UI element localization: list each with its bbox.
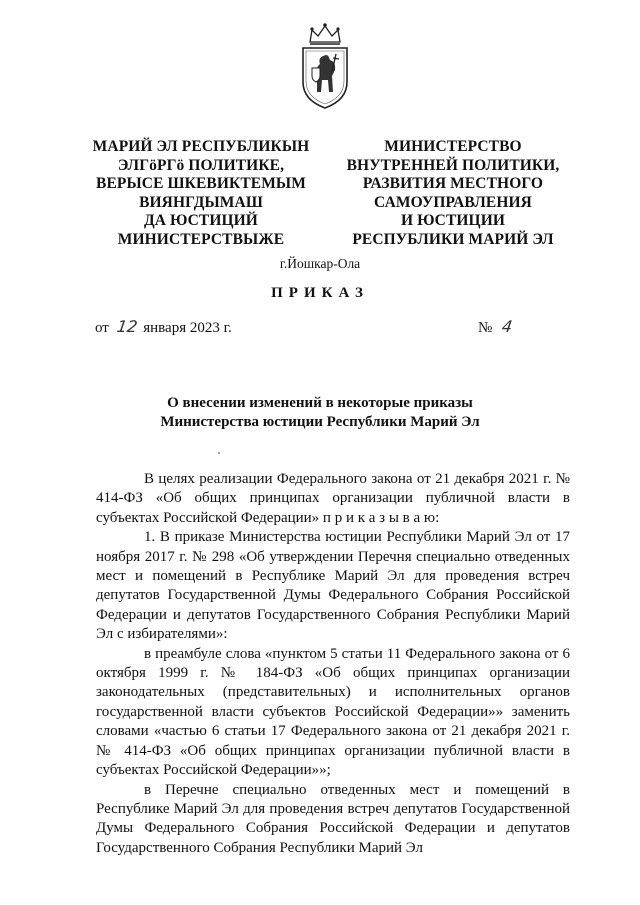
header-right-line: МИНИСТЕРСТВО bbox=[384, 138, 522, 155]
body-paragraph: в Перечне специально отведенных мест и помещений в Республике Марий Эл для проведения встреч депутатов Государственной Думы Федерального Собрания Российской Федерации и депутатов Государственного Собрания Республики Марий Эл bbox=[96, 781, 570, 856]
subject-line: Министерства юстиции Республики Марий Эл bbox=[160, 414, 480, 430]
coat-of-arms-icon bbox=[298, 20, 352, 110]
header-right-line: РЕСПУБЛИКИ МАРИЙ ЭЛ bbox=[352, 230, 554, 248]
header-left-line: ВЕРЫСЕ ШКЕВИКТЕМЫМ bbox=[96, 175, 306, 192]
header-right-line: САМОУПРАВЛЕНИЯ bbox=[374, 193, 532, 211]
stray-mark bbox=[218, 452, 220, 454]
header-right-line: ВНУТРЕННЕЙ ПОЛИТИКИ, bbox=[346, 156, 560, 174]
header-left-line: ДА ЮСТИЦИЙ bbox=[144, 212, 258, 229]
order-number bbox=[478, 317, 519, 337]
body-paragraph: 1. В приказе Министерства юстиции Республики Марий Эл от 17 ноября 2017 г. № 298 «Об утверждении Перечня специально отведенных мест и помещений в Республике Марий Эл для проведения встреч депутатов Государственной Думы Федерального Собрания Российской Федерации и депутатов Государственного Собрания Республики Марий Эл с избирателями»: bbox=[96, 529, 570, 643]
order-subject bbox=[0, 394, 640, 432]
date-suffix: января 2023 г. bbox=[143, 320, 232, 336]
header-left-line: ВИЯНГДЫМАШ bbox=[139, 193, 263, 211]
city-name: г.Йошкар-Ола bbox=[279, 256, 361, 271]
document-type-title: ПРИКАЗ bbox=[271, 285, 369, 301]
header-left-line: ЭЛГӧРГӧ ПОЛИТИКЕ, bbox=[117, 156, 285, 174]
order-date bbox=[95, 317, 232, 337]
body-paragraph: в преамбуле слова «пунктом 5 статьи 11 Федерального закона от 6 октября 1999 г. № 184-ФЗ «Об общих принципах организации законодательных (представительных) и исполнительных органов государственной власти субъектов Российской Федерации»» заменить словами «частью 6 статьи 17 Федерального закона от 21 декабря 2021 г. № 414-ФЗ «Об общих принципах организации публичной власти в субъектах Российской Федерации»»; bbox=[96, 645, 570, 779]
subject-line: О внесении изменений в некоторые приказы bbox=[167, 395, 473, 411]
body-paragraph: В целях реализации Федерального закона от 21 декабря 2021 г. № 414-ФЗ «Об общих принципах организации публичной власти в субъектах Российской Федерации» п р и к а з ы в а ю: bbox=[96, 471, 570, 526]
date-prefix: от bbox=[95, 320, 109, 336]
header-right-line: РАЗВИТИЯ МЕСТНОГО bbox=[362, 175, 544, 192]
header-right-ministry-russian bbox=[318, 138, 588, 249]
header-left-line: МАРИЙ ЭЛ РЕСПУБЛИКЫН bbox=[92, 138, 310, 155]
handwritten-day: 12 bbox=[115, 317, 139, 336]
order-body bbox=[96, 470, 570, 858]
handwritten-number: 4 bbox=[500, 317, 514, 336]
header-left-ministry-mari bbox=[66, 138, 336, 249]
header-left-line: МИНИСТЕРСТВЫЖЕ bbox=[117, 230, 285, 248]
number-label: № bbox=[478, 320, 493, 336]
header-right-line: И ЮСТИЦИИ bbox=[400, 212, 506, 229]
